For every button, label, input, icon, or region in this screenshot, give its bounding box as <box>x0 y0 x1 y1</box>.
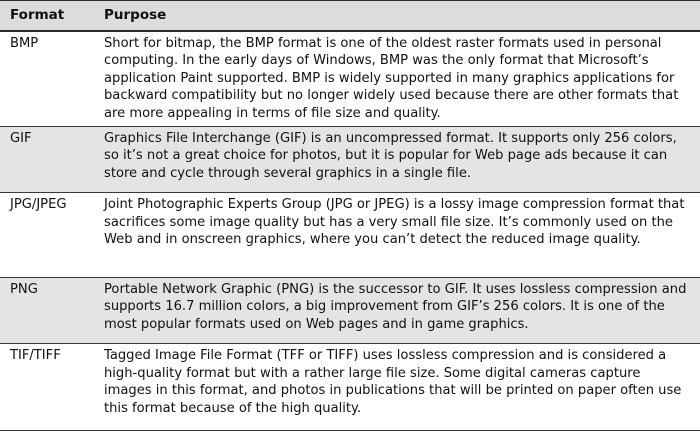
table-row <box>0 344 700 431</box>
purpose-cell: Joint Photographic Experts Group (JPG or JPEG) is a lossy image compression format that sacrifices some image quality but has a very small file size. It’s commonly used on the Web and in onscreen graphics, where you can’t detect the reduced image quality. <box>100 193 700 278</box>
format-cell: TIF/TIFF <box>0 344 100 431</box>
table-row <box>0 277 700 343</box>
table-row <box>0 31 700 127</box>
format-cell: JPG/JPEG <box>0 193 100 278</box>
purpose-cell: Short for bitmap, the BMP format is one of the oldest raster formats used in personal computing. In the early days of Windows, BMP was the only format that Microsoft’s application Paint supported. BMP is widely supported in many graphics applications for backward compatibility but no longer widely used because there are other formats that are more appealing in terms of file size and quality. <box>100 31 700 127</box>
table-header <box>0 1 700 31</box>
format-cell: PNG <box>0 277 100 343</box>
format-column-header: Format <box>0 1 100 31</box>
table-row <box>0 126 700 192</box>
format-cell: BMP <box>0 31 100 127</box>
purpose-cell: Portable Network Graphic (PNG) is the successor to GIF. It uses lossless compression and supports 16.7 million colors, a big improvement from GIF’s 256 colors. It is one of the most popular formats used on Web pages and in game graphics. <box>100 277 700 343</box>
purpose-column-header: Purpose <box>100 1 700 31</box>
purpose-cell: Graphics File Interchange (GIF) is an uncompressed format. It supports only 256 colors, so it’s not a great choice for photos, but it is popular for Web page ads because it can store and cycle through several graphics in a single file. <box>100 126 700 192</box>
header-row <box>0 1 700 31</box>
table-body <box>0 31 700 431</box>
format-cell: GIF <box>0 126 100 192</box>
purpose-cell: Tagged Image File Format (TFF or TIFF) uses lossless compression and is considered a high-quality format but with a rather large file size. Some digital cameras capture images in this format, and photos in publications that will be printed on paper often use this format because of the high quality. <box>100 344 700 431</box>
table-row <box>0 193 700 278</box>
